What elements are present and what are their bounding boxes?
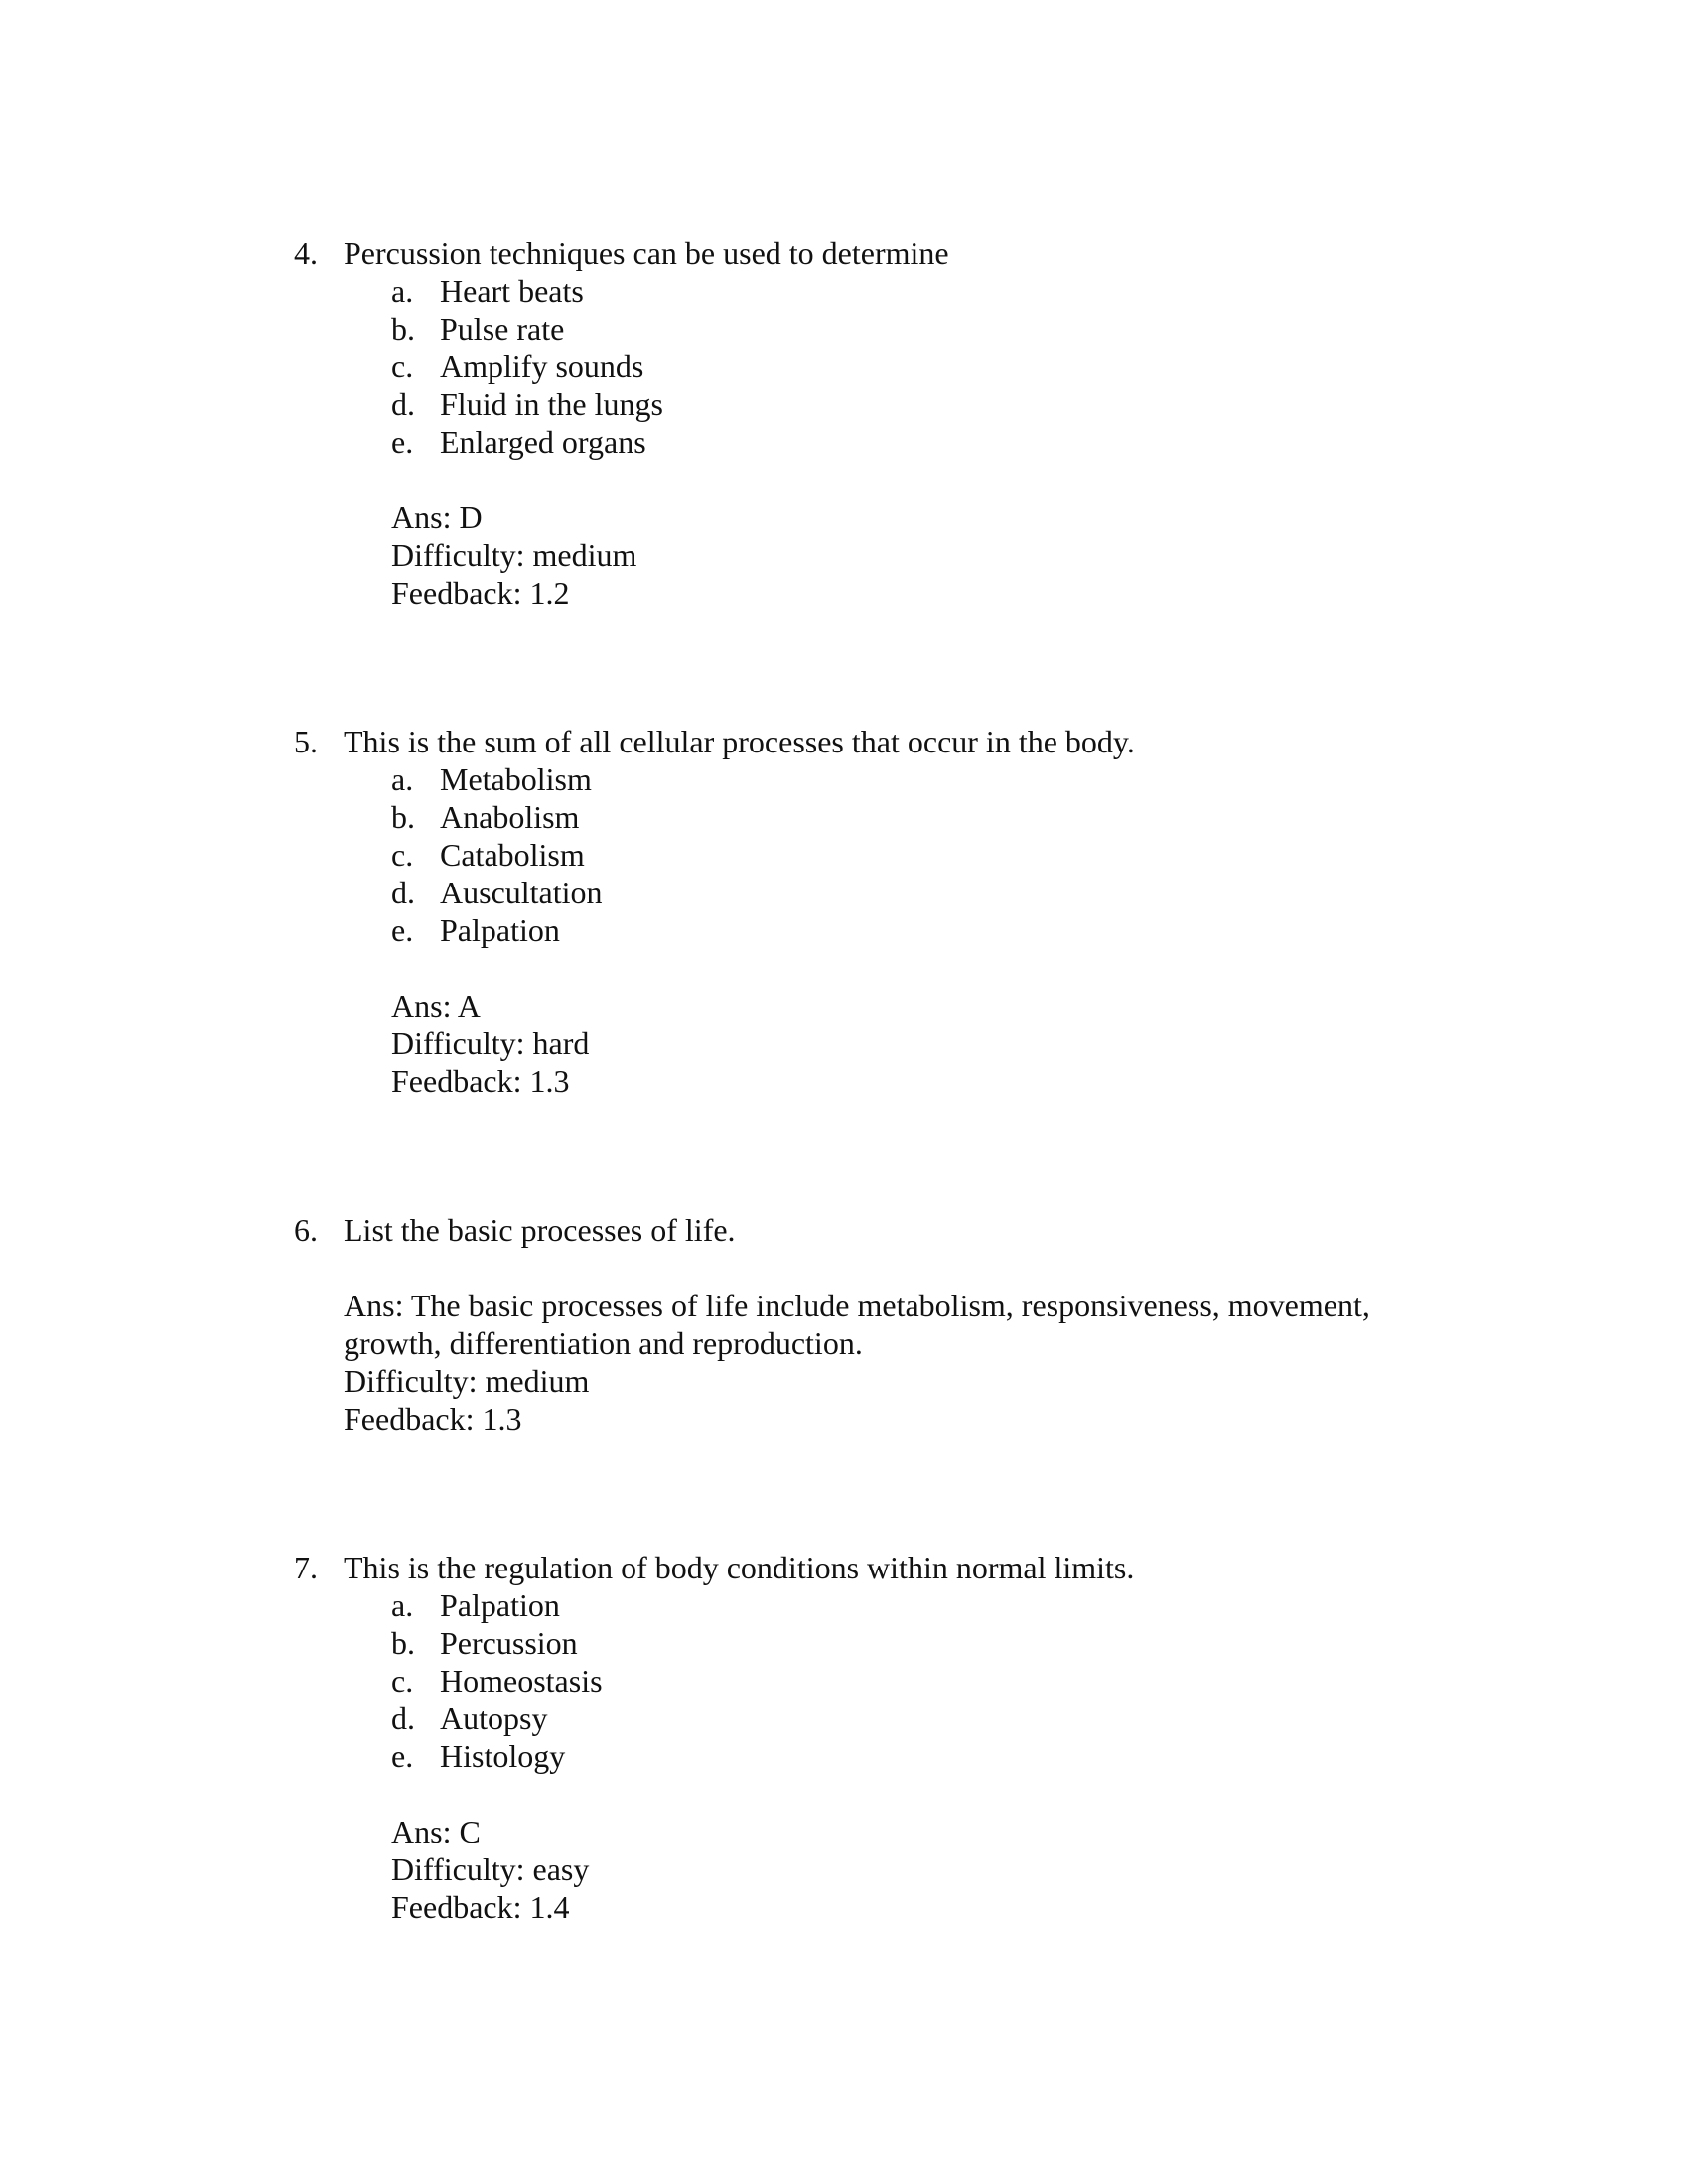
option-letter: e. [391,424,414,460]
question-6 [294,1211,1485,1437]
option-a [391,1586,1485,1624]
answer-block [391,1813,1485,1926]
option-letter: b. [391,311,415,346]
option-text: Auscultation [440,875,603,910]
option-a [391,760,1485,798]
option-b [391,310,1485,347]
option-a [391,272,1485,310]
option-e [391,1737,1485,1775]
option-text: Catabolism [440,837,585,873]
option-letter: d. [391,875,415,910]
answer-block [344,1287,1416,1437]
question-number: 4. [294,235,318,271]
option-text: Fluid in the lungs [440,386,663,422]
question-text: This is the regulation of body conditions within normal limits. [344,1550,1135,1585]
difficulty-line: Difficulty: medium [344,1363,590,1399]
option-e [391,911,1485,949]
option-text: Homeostasis [440,1663,603,1699]
option-e [391,423,1485,461]
option-letter: d. [391,386,415,422]
option-list [391,272,1485,461]
question-stem [294,1211,1485,1249]
difficulty-line: Difficulty: hard [391,1025,590,1061]
option-text: Metabolism [440,761,592,797]
question-number: 6. [294,1212,318,1248]
question-stem [294,234,1485,272]
option-letter: a. [391,761,414,797]
option-c [391,836,1485,874]
option-letter: c. [391,837,414,873]
option-letter: b. [391,799,415,835]
option-letter: c. [391,1663,414,1699]
question-number: 7. [294,1550,318,1585]
option-d [391,1700,1485,1737]
option-b [391,1624,1485,1662]
option-d [391,874,1485,911]
option-letter: d. [391,1701,415,1736]
question-4 [294,234,1485,612]
question-7 [294,1549,1485,1926]
option-letter: b. [391,1625,415,1661]
option-letter: e. [391,912,414,948]
option-c [391,1662,1485,1700]
option-c [391,347,1485,385]
option-letter: c. [391,348,414,384]
feedback-line: Feedback: 1.2 [391,575,570,611]
question-text: Percussion techniques can be used to determine [344,235,949,271]
option-text: Anabolism [440,799,580,835]
option-list [391,760,1485,949]
option-text: Autopsy [440,1701,548,1736]
difficulty-line: Difficulty: medium [391,537,637,573]
option-b [391,798,1485,836]
question-stem [294,723,1485,760]
option-text: Histology [440,1738,566,1774]
option-text: Pulse rate [440,311,565,346]
feedback-line: Feedback: 1.3 [344,1401,522,1436]
answer-line: Ans: D [391,499,483,535]
question-text: This is the sum of all cellular processes that occur in the body. [344,724,1135,759]
question-number: 5. [294,724,318,759]
question-5 [294,723,1485,1100]
difficulty-line: Difficulty: easy [391,1851,590,1887]
answer-line: Ans: A [391,988,481,1024]
option-letter: a. [391,1587,414,1623]
answer-block [391,987,1485,1100]
answer-block [391,498,1485,612]
option-text: Enlarged organs [440,424,646,460]
answer-line: Ans: The basic processes of life include metabolism, responsiveness, movement, growth, differentiation and reproduction. [344,1288,1370,1361]
option-text: Palpation [440,1587,560,1623]
option-list [391,1586,1485,1775]
question-stem [294,1549,1485,1586]
option-letter: e. [391,1738,414,1774]
option-text: Amplify sounds [440,348,644,384]
option-text: Palpation [440,912,560,948]
option-d [391,385,1485,423]
option-text: Percussion [440,1625,578,1661]
option-text: Heart beats [440,273,584,309]
question-text: List the basic processes of life. [344,1212,736,1248]
answer-line: Ans: C [391,1814,481,1849]
option-letter: a. [391,273,414,309]
feedback-line: Feedback: 1.4 [391,1889,570,1925]
feedback-line: Feedback: 1.3 [391,1063,570,1099]
